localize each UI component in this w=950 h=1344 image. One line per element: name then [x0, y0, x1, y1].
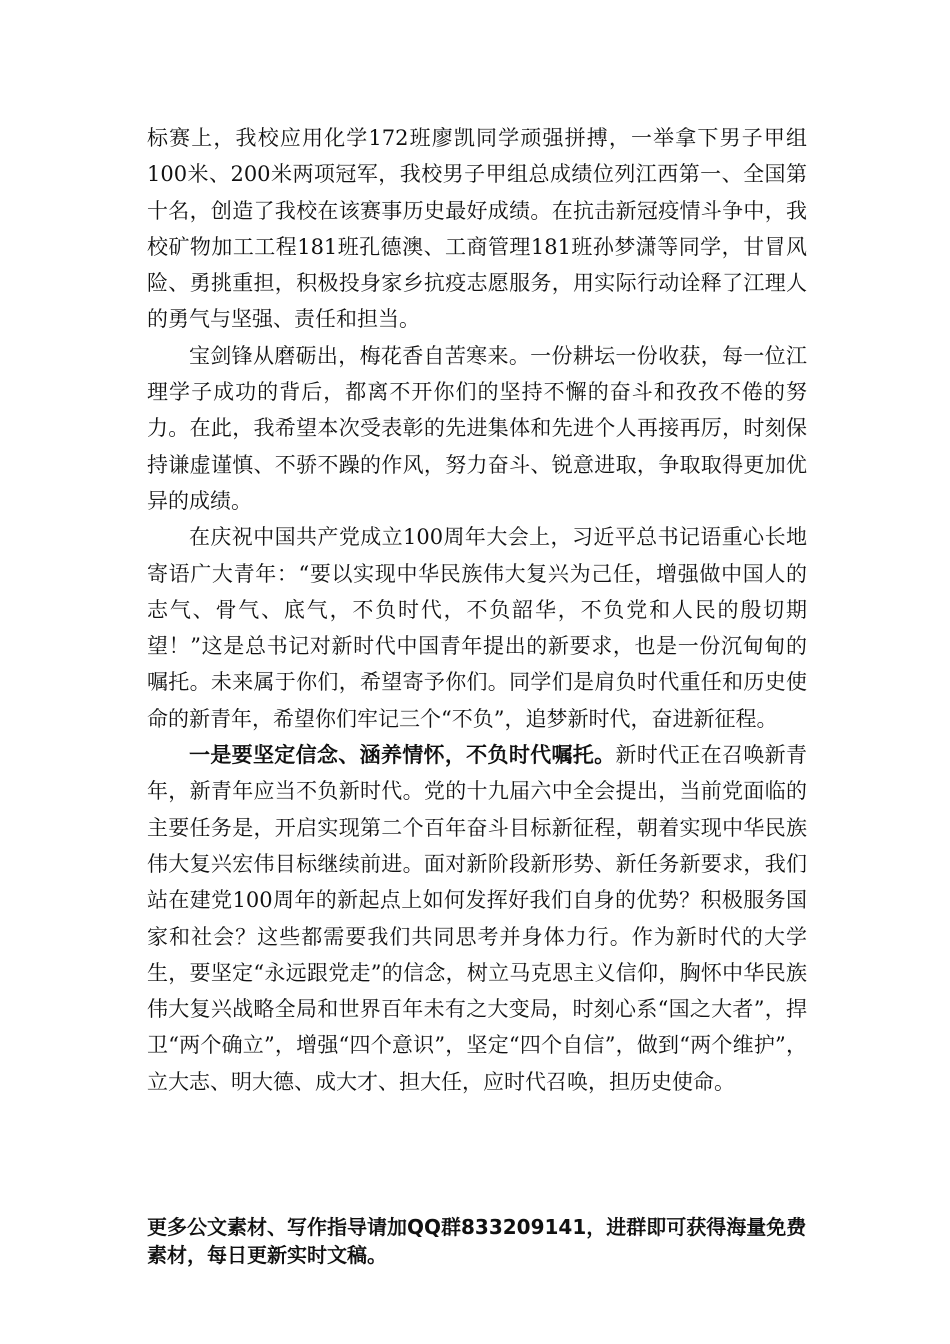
paragraph-4-lead: 一是要坚定信念、涵养情怀，不负时代嘱托。 — [189, 743, 616, 768]
footer-note: 更多公文素材、写作指导请加QQ群833209141，进群即可获得海量免费素材，每日更新实时文稿。 — [147, 1215, 807, 1267]
paragraph-2: 宝剑锋从磨砺出，梅花香自苦寒来。一份耕坛一份收获，每一位江理学子成功的背后，都离不开你们的坚持不懈的奋斗和孜孜不倦的努力。在此，我希望本次受表彰的先进集体和先进个人再接再厉，时刻保持谦虚谨慎、不骄不躁的作风，努力奋斗、锐意进取，争取取得更加优异的成绩。 — [147, 343, 807, 513]
document-body — [147, 120, 807, 1100]
paragraph-1: 标赛上，我校应用化学172班廖凯同学顽强拼搏，一举拿下男子甲组100米、200米两项冠军，我校男子甲组总成绩位列江西第一、全国第十名，创造了我校在该赛事历史最好成绩。在抗击新冠疫情斗争中，我校矿物加工工程181班孔德澳、工商管理181班孙梦潇等同学，甘冒风险、勇挑重担，积极投身家乡抗疫志愿服务，用实际行动诠释了江理人的勇气与坚强、责任和担当。 — [147, 126, 807, 332]
paragraph-4 — [147, 737, 807, 1100]
paragraph-4-text: 新时代正在召唤新青年，新青年应当不负新时代。党的十九届六中全会提出，当前党面临的主要任务是，开启实现第二个百年奋斗目标新征程，朝着实现中华民族伟大复兴宏伟目标继续前进。面对新阶段新形势、新任务新要求，我们站在建党100周年的新起点上如何发挥好我们自身的优势？积极服务国家和社会？这些都需要我们共同思考并身体力行。作为新时代的大学生，要坚定“永远跟党走”的信念，树立马克思主义信仰，胸怀中华民族伟大复兴战略全局和世界百年未有之大变局，时刻心系“国之大者”，捍卫“两个确立”，增强“四个意识”，坚定“四个自信”，做到“两个维护”，立大志、明大德、成大才、担大任，应时代召唤，担历史使命。 — [147, 743, 808, 1094]
paragraph-3: 在庆祝中国共产党成立100周年大会上，习近平总书记语重心长地寄语广大青年：“要以实现中华民族伟大复兴为己任，增强做中国人的志气、骨气、底气，不负时代，不负韶华，不负党和人民的殷切期望！”这是总书记对新时代中国青年提出的新要求，也是一份沉甸甸的嘱托。未来属于你们，希望寄予你们。同学们是肩负时代重任和历史使命的新青年，希望你们牢记三个“不负”，追梦新时代，奋进新征程。 — [147, 525, 807, 731]
